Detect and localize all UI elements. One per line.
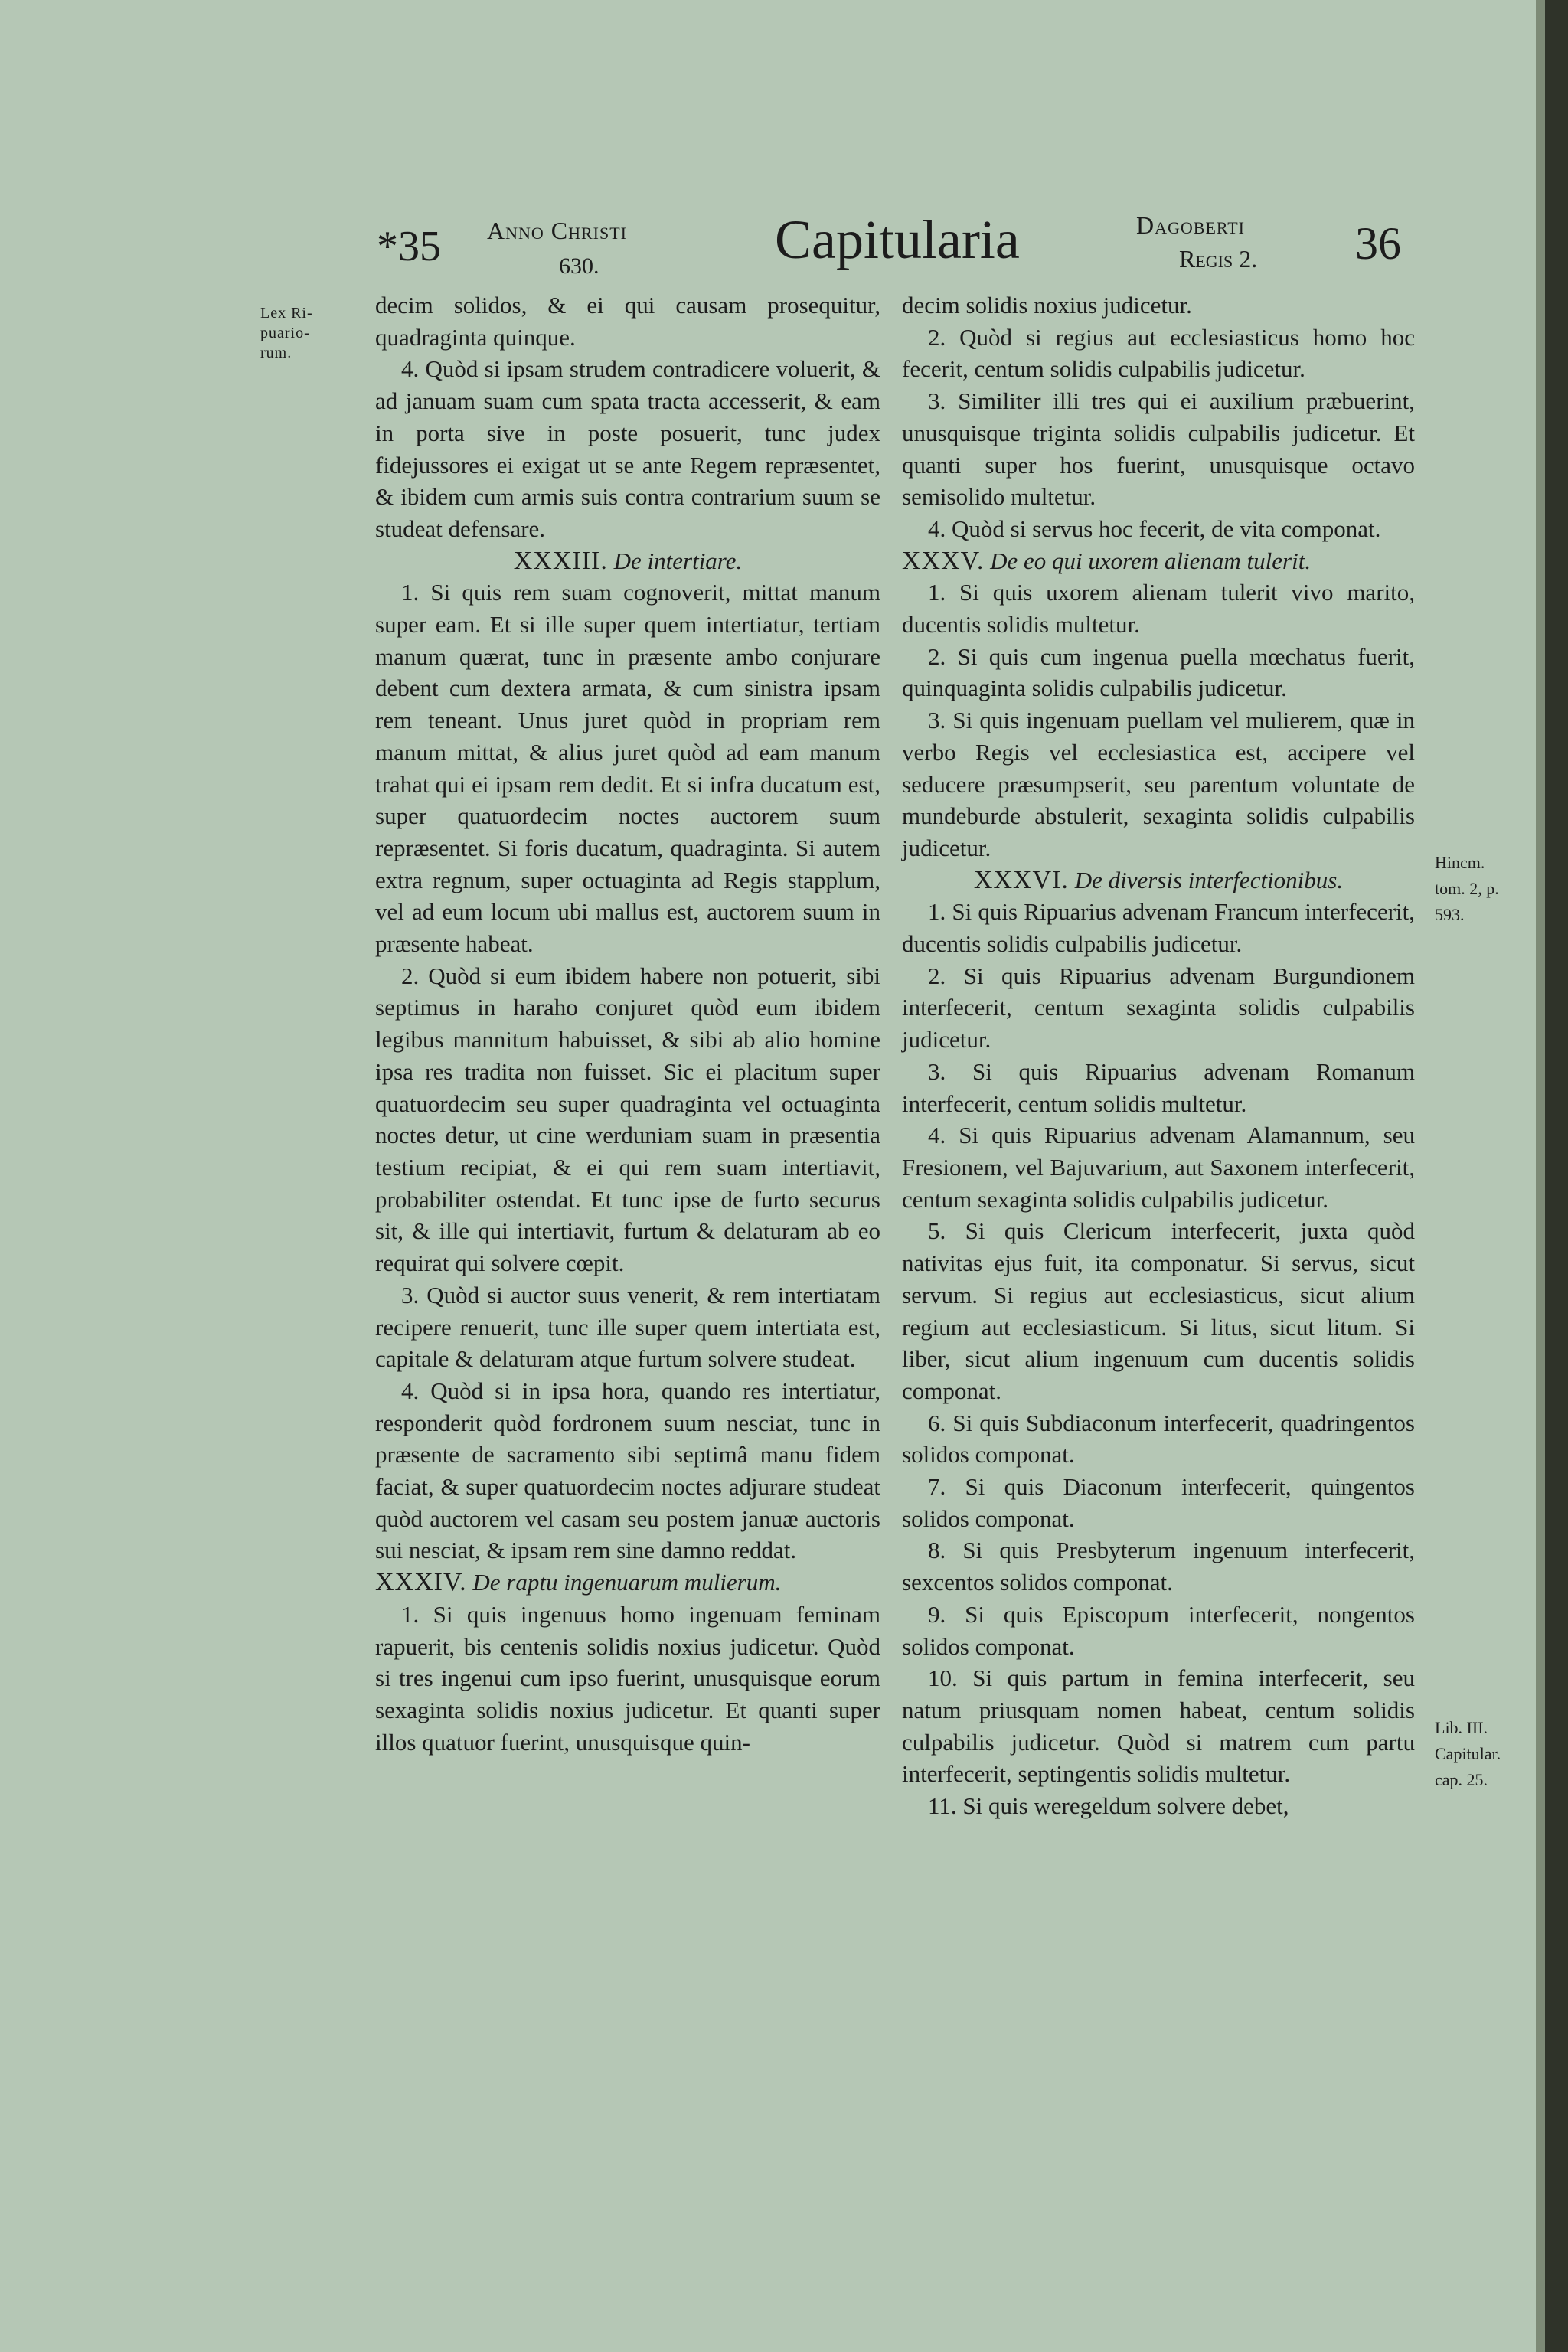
margin-note-lex-ripuariorum — [260, 303, 313, 363]
paragraph: 10. Si quis partum in femina interfecerit, seu natum priusquam nomen habeat, centum solidis culpabilis judicetur. Quòd si matrem cum partu interfecerit, septingentis solidis multetur. — [902, 1664, 1415, 1788]
paragraph: 4. Quòd si ipsam strudem contradicere voluerit, & ad januam suam cum spata tracta accesserit, & eam in porta sive in poste posuerit, tunc judex fidejussores ei exigat ut se ante Regem repræsentet, & ibidem cum armis suis contra contrarium suum se studeat defensare. — [375, 355, 880, 542]
paragraph: 4. Si quis Ripuarius advenam Alamannum, seu Fresionem, vel Bajuvarium, aut Saxonem interfecerit, centum sexaginta solidis culpabilis judicetur. — [902, 1122, 1415, 1213]
margin-note-line: Capitular. — [1435, 1744, 1501, 1763]
page-title: Capitularia — [775, 209, 1020, 270]
book-binding-edge — [1545, 0, 1568, 2352]
section-heading — [902, 545, 1415, 577]
section-number: XXXVI. — [973, 865, 1069, 894]
margin-note-line: tom. 2, p. — [1435, 879, 1499, 898]
paragraph: 2. Quòd si regius aut ecclesiasticus homo hoc fecerit, centum solidis culpabilis judicetur. — [902, 323, 1415, 383]
margin-note-line: Lib. III. — [1435, 1718, 1488, 1737]
section-number: XXXV. — [902, 546, 985, 575]
paragraph: 8. Si quis Presbyterum ingenuum interfecerit, sexcentos solidos componat. — [902, 1537, 1415, 1596]
running-head-anno: Anno Christi — [487, 217, 628, 244]
folio-number-right: 36 — [1355, 218, 1401, 269]
paragraph: 9. Si quis Episcopum interfecerit, nongentos solidos componat. — [902, 1600, 1415, 1660]
text-column-left — [375, 289, 880, 1758]
running-head-regis: Regis 2. — [1179, 245, 1258, 273]
paragraph: 3. Si quis ingenuam puellam vel mulierem, quæ in verbo Regis vel ecclesiastica est, accipere vel seducere præsumpserit, seu parentum voluntate de mundeburde abstulerit, sexaginta solidis culpabilis judicetur. — [902, 707, 1415, 861]
margin-note-lib-capitular — [1435, 1715, 1501, 1793]
section-rubric: De intertiare. — [613, 547, 743, 574]
paragraph: decim solidos, & ei qui causam prosequitur, quadraginta quinque. — [375, 292, 880, 351]
section-rubric: De eo qui uxorem alienam tulerit. — [990, 547, 1312, 574]
section-heading — [375, 1566, 880, 1599]
paragraph: 1. Si quis uxorem alienam tulerit vivo marito, ducentis solidis multetur. — [902, 579, 1415, 639]
text-column-right — [902, 289, 1415, 1822]
paragraph: 1. Si quis ingenuus homo ingenuam feminam rapuerit, bis centenis solidis noxius judicetur. Quòd si tres ingenui cum ipso fuerint, unusquisque eorum sexaginta solidis noxius judicetur. Et quanti super illos quatuor fuerint, unusquisque quin- — [375, 1600, 880, 1756]
paragraph: 4. Quòd si servus hoc fecerit, de vita componat. — [928, 514, 1381, 542]
paragraph: 2. Quòd si eum ibidem habere non potuerit, sibi septimus in haraho conjuret quòd eum ibidem legibus mannitum habuisset, & sibi ab alio homine ipsa res tradita non fuisset. Sic ei placitum super quatuordecim seu super quadraginta vel octuaginta noctes detur, ut cine werduniam suam in præsentia testium recipiat, & ei qui rem suam intertiavit, probabiliter ostendat. Et tunc ipse de furto securus sit, & ille qui intertiavit, furtum & delaturam ab eo requirat qui solvere cœpit. — [375, 962, 880, 1277]
paragraph: 3. Si quis Ripuarius advenam Romanum interfecerit, centum solidis multetur. — [902, 1057, 1415, 1117]
running-head-dagoberti: Dagoberti — [1136, 211, 1246, 239]
section-heading — [375, 545, 880, 577]
margin-note-hincmar — [1435, 850, 1499, 928]
margin-note-line: 593. — [1435, 905, 1465, 924]
section-number: XXXIII. — [513, 546, 608, 575]
margin-note-line: Hincm. — [1435, 853, 1485, 872]
paragraph: 11. Si quis weregeldum solvere debet, — [928, 1792, 1289, 1820]
paragraph: 3. Similiter illi tres qui ei auxilium præbuerint, unusquisque triginta solidis culpabilis judicetur. Et quanti super hos fuerint, unusquisque octavo semisolido multetur. — [902, 387, 1415, 511]
section-rubric: De diversis interfectionibus. — [1074, 866, 1344, 893]
paragraph: 1. Si quis rem suam cognoverit, mittat manum super eam. Et si ille super quem intertiatur, tertiam manum quærat, tunc in præsente ambo conjurare debent cum dextera armata, & cum sinistra ipsam rem teneant. Unus juret quòd in propriam rem manum mittat, & alius juret quòd ad eam manum trahat qui ei ipsam rem dedit. Et si infra ducatum est, super quatuordecim noctes auctorem suum repræsentet. Si foris ducatum, quadraginta. Si autem extra regnum, super octuaginta ad Regis stapplum, vel ad eum locum ubi mallus est, auctorem suum in præsente habeat. — [375, 579, 880, 958]
margin-note-line: cap. 25. — [1435, 1770, 1488, 1789]
paragraph: 7. Si quis Diaconum interfecerit, quingentos solidos componat. — [902, 1473, 1415, 1532]
paragraph: 2. Si quis Ripuarius advenam Burgundionem interfecerit, centum sexaginta solidis culpabilis judicetur. — [902, 962, 1415, 1054]
paragraph: 4. Quòd si in ipsa hora, quando res intertiatur, responderit quòd fordronem suum nesciat, tunc in præsente de sacramento sibi septimâ manu fidem faciat, & super quatuordecim noctes adjurare studeat quòd auctorem vel casam seu postem januæ auctoris sui nesciat, & ipsam rem sine damno reddat. — [375, 1377, 880, 1564]
running-head-year: 630. — [559, 253, 599, 279]
margin-note-line: rum. — [260, 345, 292, 361]
margin-note-line: puario- — [260, 325, 310, 341]
folio-number-left: *35 — [377, 223, 441, 270]
section-rubric: De raptu ingenuarum mulierum. — [472, 1569, 782, 1596]
paragraph: 2. Si quis cum ingenua puella mœchatus fuerit, quinquaginta solidis culpabilis judicetur. — [902, 642, 1415, 702]
paragraph: 5. Si quis Clericum interfecerit, juxta quòd nativitas ejus fuit, ita componatur. Si servus, sicut servum. Si regius aut ecclesiasticus, sicut alium regium aut ecclesiasticum. Si litus, sicut litum. Si liber, sicut alium ingenuum cum ducentis solidis componat. — [902, 1217, 1415, 1404]
section-number: XXXIV. — [375, 1568, 467, 1597]
paragraph: 3. Quòd si auctor suus venerit, & rem intertiatam recipere renuerit, tunc ille super quem intertiata est, capitale & delaturam atque furtum solvere studeat. — [375, 1281, 880, 1373]
paragraph: 6. Si quis Subdiaconum interfecerit, quadringentos solidos componat. — [902, 1409, 1415, 1468]
page-shadow-edge — [1536, 0, 1545, 2352]
margin-note-line: Lex Ri- — [260, 305, 313, 322]
paragraph: 1. Si quis Ripuarius advenam Francum interfecerit, ducentis solidis culpabilis judicetur. — [902, 898, 1415, 958]
section-heading — [902, 864, 1415, 897]
paragraph: decim solidis noxius judicetur. — [902, 292, 1192, 318]
